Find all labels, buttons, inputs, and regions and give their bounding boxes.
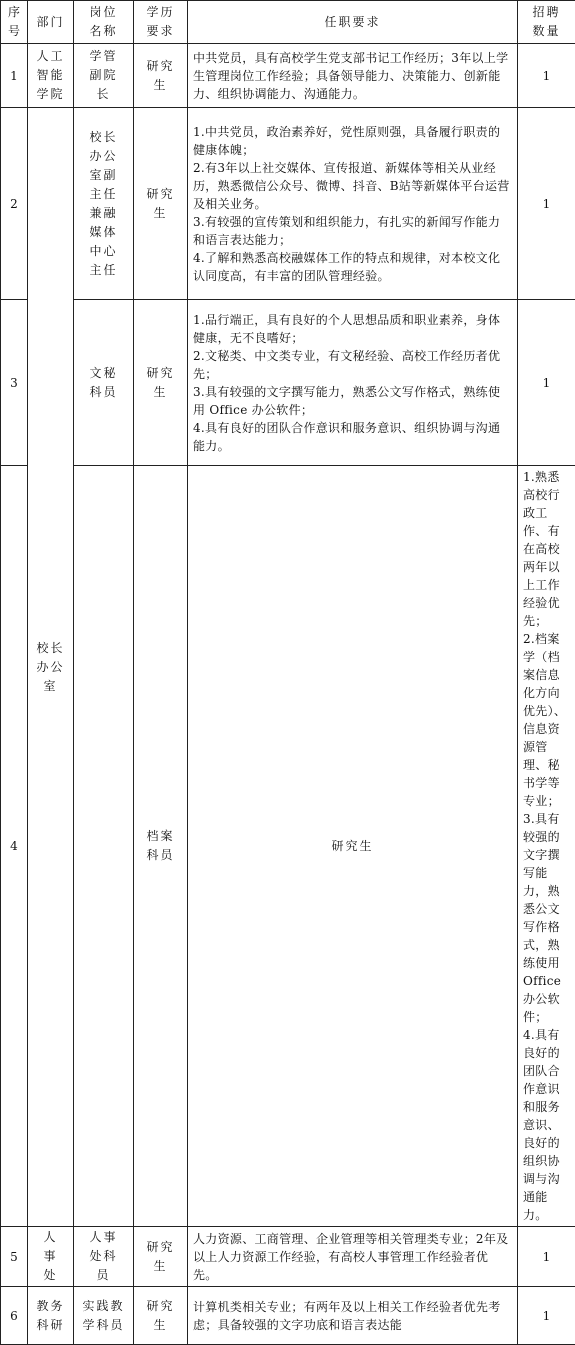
row-count: 1 (518, 108, 575, 300)
row-education: 研究生 (134, 108, 188, 300)
row-position: 人事处科员 (74, 1227, 134, 1287)
table-row (1, 1227, 575, 1287)
requirement-line: 1.熟悉高校行政工作、有在高校两年以上工作经验优先； (523, 468, 570, 630)
requirement-line: 3.具有较强的文字撰写能力，熟悉公文写作格式，熟练使用 Office 办公软件； (523, 810, 570, 1026)
row-count: 1 (518, 1227, 575, 1287)
row-education: 研究生 (134, 44, 188, 108)
row-position: 文秘科员 (74, 300, 134, 466)
header-seq: 序号 (1, 1, 28, 44)
requirement-line: 2.档案学（档案信息化方向优先）、信息资源管理、秘书学等专业； (523, 630, 570, 810)
row-seq: 5 (1, 1227, 28, 1287)
requirement-line: 4.具有良好的团队合作意识和服务意识、良好的组织协调与沟通能力。 (523, 1026, 570, 1224)
header-dept: 部门 (28, 1, 74, 44)
row-dept: 教务科研 (28, 1287, 74, 1345)
header-education: 学历要求 (134, 1, 188, 44)
table-header-row (1, 1, 575, 44)
row-education: 研究生 (134, 1227, 188, 1287)
row-dept-empty (74, 466, 134, 1227)
row-position: 档案科员 (134, 466, 188, 1227)
table-row (1, 466, 575, 1227)
requirement-line: 4.了解和熟悉高校融媒体工作的特点和规律，对本校文化认同度高，有丰富的团队管理经验。 (193, 249, 512, 285)
row-seq: 2 (1, 108, 28, 300)
requirement-line: 中共党员，具有高校学生党支部书记工作经历；3年以上学生管理岗位工作经验；具备领导能力、决策能力、创新能力、组织协调能力、沟通能力。 (193, 49, 512, 103)
row-education: 研究生 (134, 1287, 188, 1345)
row-requirements (188, 1287, 518, 1345)
table-row (1, 1287, 575, 1345)
row-count: 1 (518, 300, 575, 466)
row-seq: 1 (1, 44, 28, 108)
row-dept: 校长办公室 (28, 108, 74, 1227)
row-education: 研究生 (188, 466, 518, 1227)
requirement-line: 2.文秘类、中文类专业，有文秘经验、高校工作经历者优先； (193, 347, 512, 383)
table-row (1, 44, 575, 108)
requirement-line: 3.有较强的宣传策划和组织能力，有扎实的新闻写作能力和语言表达能力； (193, 213, 512, 249)
row-count: 1 (518, 1287, 575, 1345)
header-count: 招聘数量 (518, 1, 575, 44)
requirement-line: 3.具有较强的文字撰写能力，熟悉公文写作格式，熟练使用 Office 办公软件； (193, 383, 512, 419)
row-dept: 人事处 (28, 1227, 74, 1287)
row-dept: 人工智能学院 (28, 44, 74, 108)
row-requirements (188, 44, 518, 108)
table-row (1, 300, 575, 466)
row-seq: 3 (1, 300, 28, 466)
requirement-line: 1.中共党员，政治素养好，党性原则强，具备履行职责的健康体魄； (193, 123, 512, 159)
row-seq: 6 (1, 1287, 28, 1345)
requirement-line: 人力资源、工商管理、企业管理等相关管理类专业；2年及以上人力资源工作经验，有高校人事管理工作经验者优先。 (193, 1230, 512, 1284)
row-count: 1 (518, 44, 575, 108)
row-requirements (188, 1227, 518, 1287)
requirement-line: 2.有3年以上社交媒体、宣传报道、新媒体等相关从业经历，熟悉微信公众号、微博、抖音、B站等新媒体平台运营及相关业务。 (193, 159, 512, 213)
row-requirements (188, 300, 518, 466)
row-seq: 4 (1, 466, 28, 1227)
requirement-line: 计算机类相关专业；有两年及以上相关工作经验者优先考虑；具备较强的文字功底和语言表达能 (193, 1298, 512, 1334)
table-row (1, 108, 575, 300)
header-requirements: 任职要求 (188, 1, 518, 44)
row-position: 学管副院长 (74, 44, 134, 108)
header-position: 岗位名称 (74, 1, 134, 44)
row-education: 研究生 (134, 300, 188, 466)
row-position: 实践教学科员 (74, 1287, 134, 1345)
requirement-line: 4.具有良好的团队合作意识和服务意识、组织协调与沟通能力。 (193, 419, 512, 455)
row-position: 校长办公室副主任兼融媒体中心主任 (74, 108, 134, 300)
requirement-line: 1.品行端正，具有良好的个人思想品质和职业素养，身体健康，无不良嗜好； (193, 311, 512, 347)
row-requirements (188, 108, 518, 300)
row-requirements (518, 466, 575, 1227)
